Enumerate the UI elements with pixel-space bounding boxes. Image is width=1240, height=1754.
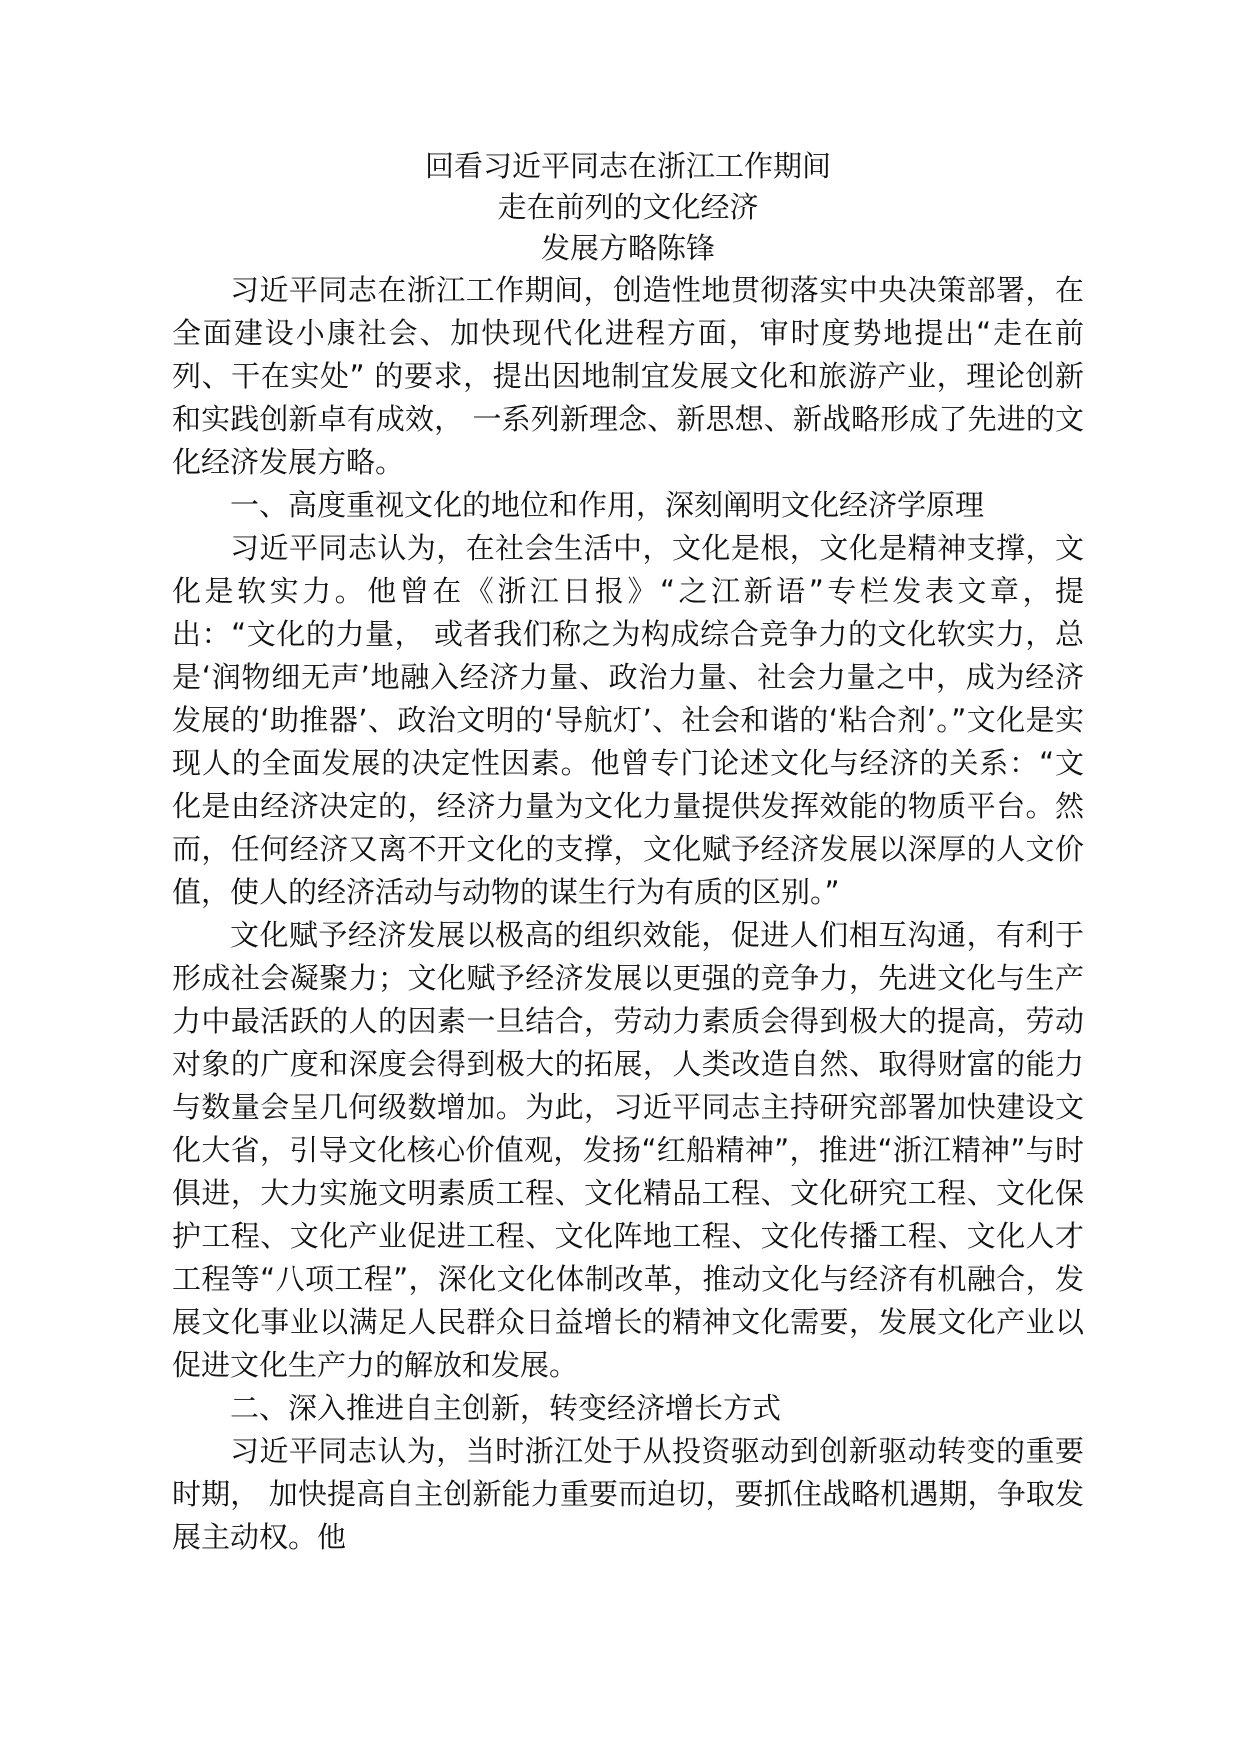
body-paragraph-2: 文化赋予经济发展以极高的组织效能，促进人们相互沟通，有利于形成社会凝聚力；文化赋予经济发展以更强的竞争力，先进文化与生产力中最活跃的人的因素一旦结合，劳动力素质会得到极大的提高，劳动对象的广度和深度会得到极大的拓展，人类改造自然、取得财富的能力与数量会呈几何级数增加。为此，习近平同志主持研究部署加快建设文化大省，引导文化核心价值观，发扬“红船精神”，推进“浙江精神”与时俱进，大力实施文明素质工程、文化精品工程、文化研究工程、文化保护工程、文化产业促进工程、文化阵地工程、文化传播工程、文化人才工程等“八项工程”，深化文化体制改革，推动文化与经济有机融合，发展文化事业以满足人民群众日益增长的精神文化需要，发展文化产业以促进文化生产力的解放和发展。 [172,918,1084,1382]
intro-paragraph: 习近平同志在浙江工作期间，创造性地贯彻落实中央决策部署，在全面建设小康社会、加快现代化进程方面，审时度势地提出“走在前列、干在实处” 的要求，提出因地制宜发展文化和旅游产业，理论创新和实践创新卓有成效， 一系列新理念、新思想、新战略形成了先进的文化经济发展方略。 [172,273,1084,479]
title-line-1: 回看习近平同志在浙江工作期间 [424,149,831,183]
body-paragraph-1: 习近平同志认为，在社会生活中，文化是根，文化是精神支撑，文化是软实力。他曾在《浙江日报》“之江新语”专栏发表文章，提出：“文化的力量， 或者我们称之为构成综合竞争力的文化软实力，总是‘润物细无声’地融入经济力量、政治力量、社会力量之中，成为经济发展的‘助推器’、政治文明的‘导航灯’、社会和谐的‘粘合剂’。”文化是实现人的全面发展的决定性因素。他曾专门论述文化与经济的关系：“文化是由经济决定的，经济力量为文化力量提供发挥效能的物质平台。然而，任何经济又离不开文化的支撑，文化赋予经济发展以深厚的人文价值，使人的经济活动与动物的谋生行为有质的区别。” [172,531,1084,909]
document-title [172,146,1084,269]
title-line-3: 发展方略陈锋 [540,231,715,265]
title-line-2: 走在前列的文化经济 [497,190,759,224]
document-body [172,146,1084,1559]
body-paragraph-3: 习近平同志认为，当时浙江处于从投资驱动到创新驱动转变的重要时期， 加快提高自主创新能力重要而迫切，要抓住战略机遇期，争取发展主动权。他 [172,1434,1084,1554]
section-heading-1: 一、高度重视文化的地位和作用，深刻阐明文化经济学原理 [230,488,985,522]
section-heading-2: 二、深入推进自主创新，转变经济增长方式 [230,1391,782,1425]
